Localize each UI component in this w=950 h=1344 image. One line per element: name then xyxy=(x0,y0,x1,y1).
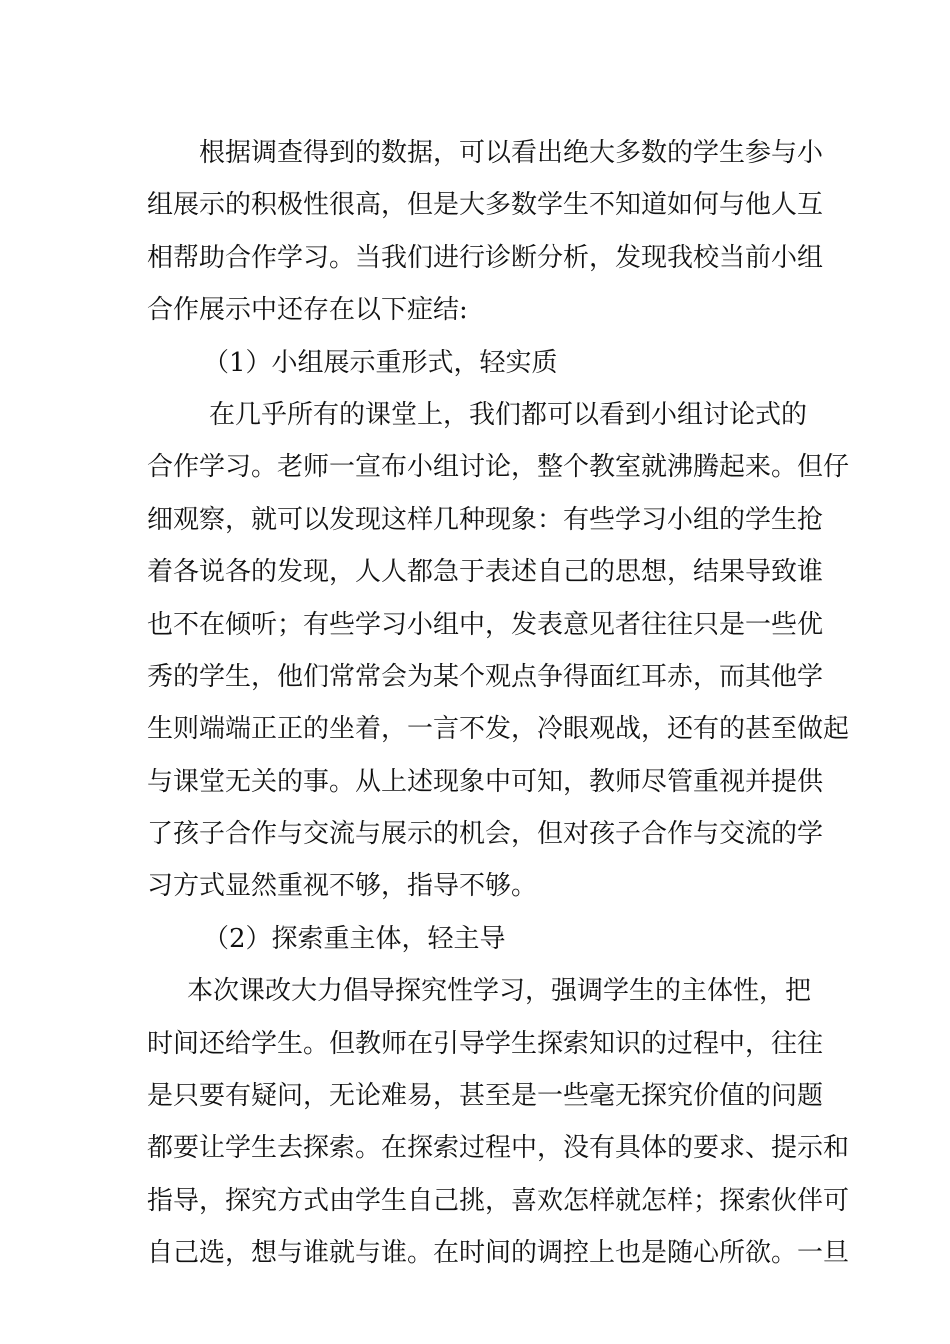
paragraph-line: 合作展示中还存在以下症结: xyxy=(147,295,468,326)
paragraph-line: 是只要有疑问，无论难易，甚至是一些毫无探究价值的问题 xyxy=(147,1081,824,1112)
paragraph-line: 合作学习。老师一宣布小组讨论，整个教室就沸腾起来。但仔 xyxy=(147,452,850,483)
paragraph-line: 本次课改大力倡导探究性学习，强调学生的主体性，把 xyxy=(187,976,812,1007)
paragraph-line: 自己选，想与谁就与谁。在时间的调控上也是随心所欲。一旦 xyxy=(147,1238,850,1269)
paragraph-line: 着各说各的发现，人人都急于表述自己的思想，结果导致谁 xyxy=(147,557,824,588)
paragraph-line: 根据调查得到的数据，可以看出绝大多数的学生参与小 xyxy=(199,138,824,168)
paragraph-line: 细观察，就可以发现这样几种现象：有些学习小组的学生抢 xyxy=(147,504,824,535)
paragraph-line: 了孩子合作与交流与展示的机会，但对孩子合作与交流的学 xyxy=(147,819,824,850)
paragraph-line: 都要让学生去探索。在探索过程中，没有具体的要求、提示和 xyxy=(147,1133,850,1164)
paragraph-line: 秀的学生，他们常常会为某个观点争得面红耳赤，而其他学 xyxy=(147,661,824,692)
paragraph-line: 生则端端正正的坐着，一言不发，冷眼观战，还有的甚至做起 xyxy=(147,714,850,745)
paragraph-line: 指导，探究方式由学生自己挑，喜欢怎样就怎样；探索伙伴可 xyxy=(147,1185,850,1216)
body-text xyxy=(147,127,850,1280)
paragraph-line: 习方式显然重视不够，指导不够。 xyxy=(147,871,538,902)
paragraph-line: 与课堂无关的事。从上述现象中可知，教师尽管重视并提供 xyxy=(147,766,824,797)
paragraph-line: 也不在倾听；有些学习小组中，发表意见者往往只是一些优 xyxy=(147,609,824,640)
paragraph-line: 时间还给学生。但教师在引导学生探索知识的过程中，往往 xyxy=(147,1028,824,1059)
section-heading: （1）小组展示重形式，轻实质 xyxy=(203,347,558,378)
paragraph-line: 相帮助合作学习。当我们进行诊断分析，发现我校当前小组 xyxy=(147,242,824,273)
paragraph-line: 在几乎所有的课堂上，我们都可以看到小组讨论式的 xyxy=(209,399,808,430)
section-heading: （2）探索重主体，轻主导 xyxy=(203,923,506,954)
paragraph-line: 组展示的积极性很高，但是大多数学生不知道如何与他人互 xyxy=(147,190,824,221)
